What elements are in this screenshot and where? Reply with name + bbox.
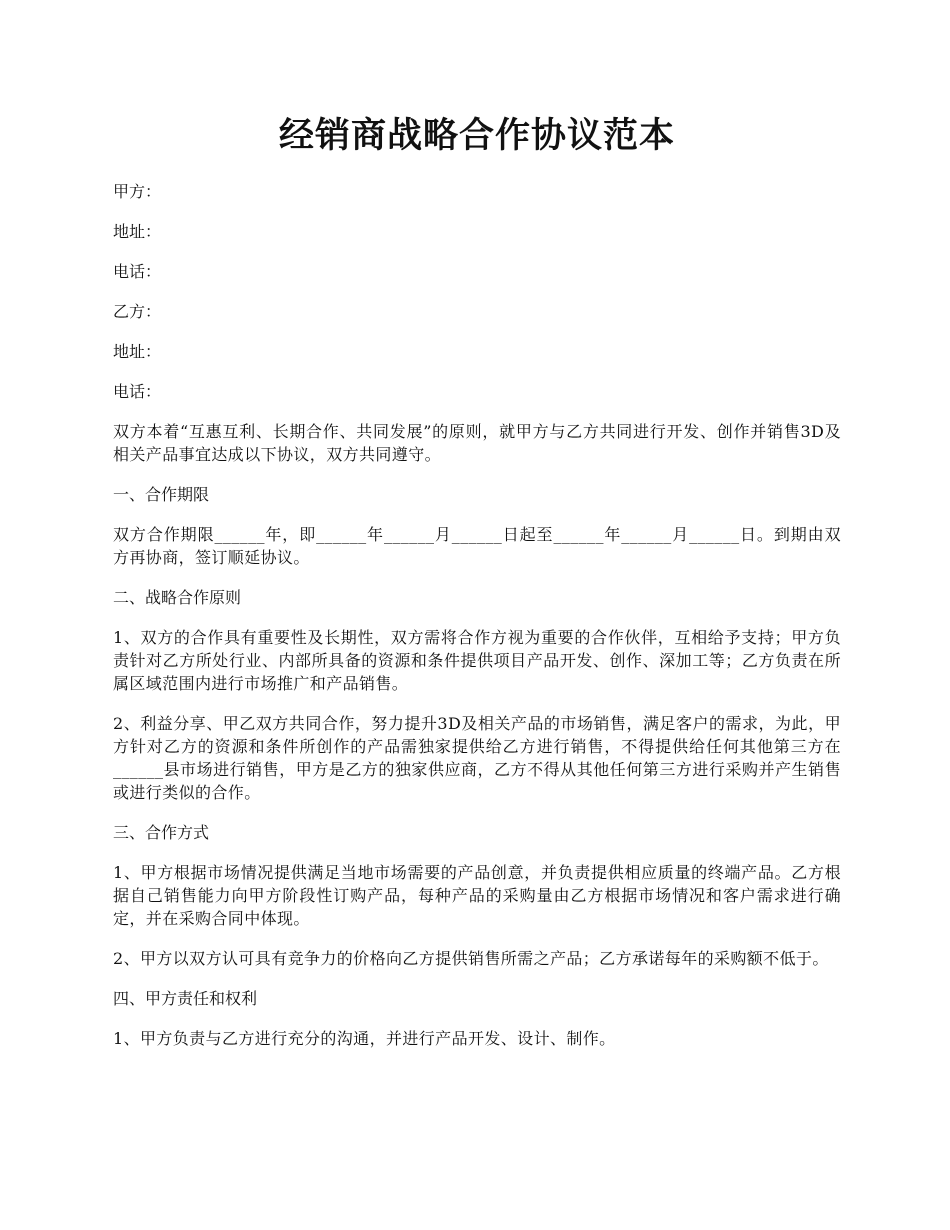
term-paragraph: 双方合作期限______年，即______年______月______日起至______年______月______日。到期由双方再协商，签订顺延协议。 bbox=[113, 525, 841, 567]
party-a-name-label: 甲方： bbox=[113, 182, 162, 201]
document-title: 经销商战略合作协议范本 bbox=[278, 115, 675, 156]
cooperation-method-paragraph-2: 2、甲方以双方认可具有竞争力的价格向乙方提供销售所需之产品；乙方承诺每年的采购额不低于。 bbox=[113, 949, 829, 968]
section-heading-cooperation-method: 三、合作方式 bbox=[113, 823, 210, 842]
intro-paragraph: 双方本着“互惠互利、长期合作、共同发展”的原则，就甲方与乙方共同进行开发、创作并销售3D及相关产品事宜达成以下协议，双方共同遵守。 bbox=[113, 422, 841, 464]
section-heading-principles: 二、战略合作原则 bbox=[113, 588, 242, 607]
party-b-address-label: 地址： bbox=[113, 342, 162, 361]
section-heading-term: 一、合作期限 bbox=[113, 485, 210, 504]
principles-paragraph-1: 1、双方的合作具有重要性及长期性，双方需将合作方视为重要的合作伙伴，互相给予支持；甲方负责针对乙方所处行业、内部所具备的资源和条件提供项目产品开发、创作、深加工等；乙方负责在所属区域范围内进行市场推广和产品销售。 bbox=[113, 628, 841, 693]
section-heading-party-a-duties: 四、甲方责任和权利 bbox=[113, 989, 258, 1008]
party-b-phone-label: 电话： bbox=[113, 382, 162, 401]
party-a-address-label: 地址： bbox=[113, 222, 162, 241]
party-a-phone-label: 电话： bbox=[113, 262, 162, 281]
principles-paragraph-2: 2、利益分享、甲乙双方共同合作，努力提升3D及相关产品的市场销售，满足客户的需求，为此，甲方针对乙方的资源和条件所创作的产品需独家提供给乙方进行销售，不得提供给任何其他第三方在______县市场进行销售，甲方是乙方的独家供应商，乙方不得从其他任何第三方进行采购并产生销售或进行类似的合作。 bbox=[113, 714, 841, 802]
document-page bbox=[113, 112, 841, 1067]
cooperation-method-paragraph-1: 1、甲方根据市场情况提供满足当地市场需要的产品创意，并负责提供相应质量的终端产品。乙方根据自己销售能力向甲方阶段性订购产品，每种产品的采购量由乙方根据市场情况和客户需求进行确定，并在采购合同中体现。 bbox=[113, 863, 841, 928]
party-a-duties-paragraph-1: 1、甲方负责与乙方进行充分的沟通，并进行产品开发、设计、制作。 bbox=[113, 1029, 616, 1048]
party-b-name-label: 乙方： bbox=[113, 302, 162, 321]
